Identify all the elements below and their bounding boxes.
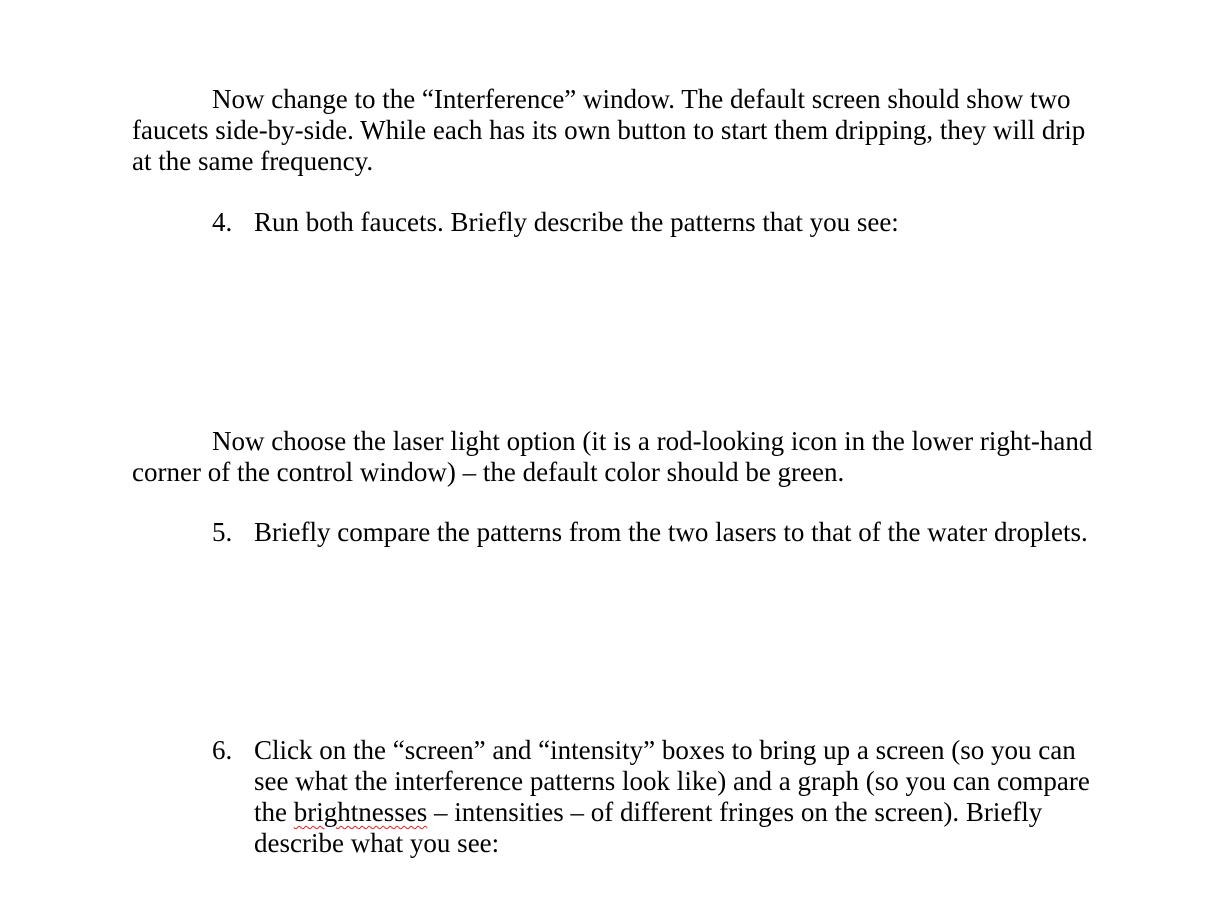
paragraph-line: faucets side-by-side. While each has its own button to start them dripping, they will drip [132,115,1086,145]
question-6 [212,735,1112,859]
paragraph-line: Now choose the laser light option (it is a rod-looking icon in the lower right-hand [212,426,1093,456]
paragraph-line: at the same frequency. [132,146,374,176]
intro-paragraph-interference [132,84,1102,177]
misspelled-word[interactable]: brightnesses [293,797,428,827]
text-fragment: – intensities – of different fringes on the screen). Briefly [427,797,1043,827]
question-5 [212,517,1112,548]
question-4 [212,207,1112,238]
text-fragment: the [254,797,294,827]
question-text-line: Click on the “screen” and “intensity” boxes to bring up a screen (so you can [254,735,1076,765]
question-text-line: describe what you see: [254,828,500,858]
intro-paragraph-laser [132,426,1102,488]
question-text-line [254,797,1112,828]
question-number: 6. [212,735,233,765]
question-text-line: see what the interference patterns look like) and a graph (so you can compare [254,766,1090,796]
question-text: Briefly compare the patterns from the two lasers to that of the water droplets. [254,517,1088,547]
question-number: 4. [212,207,233,237]
paragraph-line: Now change to the “Interference” window. The default screen should show two [212,84,1071,114]
question-number: 5. [212,517,233,547]
paragraph-line: corner of the control window) – the default color should be green. [132,457,845,487]
question-text: Run both faucets. Briefly describe the patterns that you see: [254,207,899,237]
